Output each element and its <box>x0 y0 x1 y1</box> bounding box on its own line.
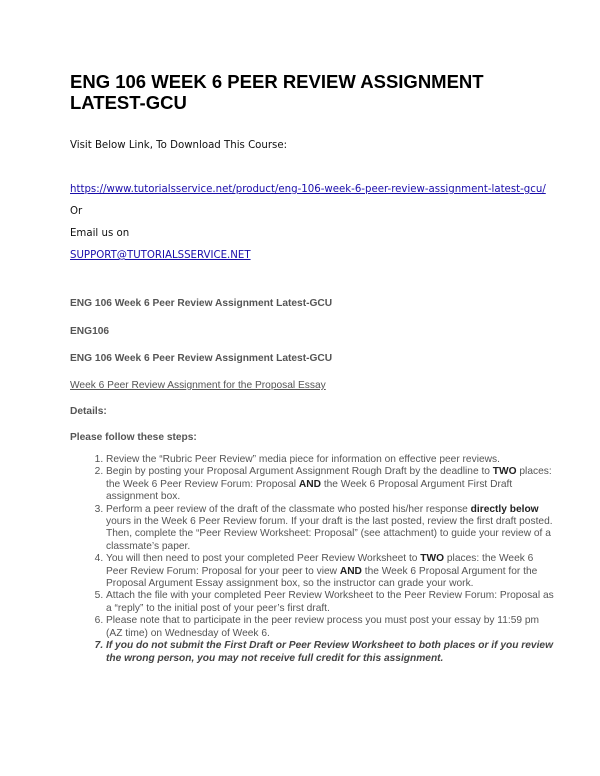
step-item: 6. Please note that to participate in the peer review process you must post your essay by 11:59 pm (AZ time) on Wednesday of Week 6. <box>106 615 556 640</box>
visit-text: Visit Below Link, To Download This Course: <box>70 140 288 151</box>
step-item: 1. Review the “Rubric Peer Review” media piece for information on effective peer reviews. <box>106 454 556 466</box>
steps-list <box>70 454 556 665</box>
heading-2: ENG 106 Week 6 Peer Review Assignment Latest-GCU <box>70 353 333 364</box>
step-item: 5. Attach the file with your completed Peer Review Worksheet to the Peer Review Forum: Proposal as a “reply” to the initial post of your peer’s first draft. <box>106 590 556 615</box>
step-item: 7. If you do not submit the First Draft or Peer Review Worksheet to both places or if you review the wrong person, you may not receive full credit for this assignment. <box>106 640 556 665</box>
or-text: Or <box>70 206 83 217</box>
steps-label: Please follow these steps: <box>70 432 197 443</box>
details-label: Details: <box>70 406 107 417</box>
page-title: ENG 106 WEEK 6 PEER REVIEW ASSIGNMENT LATEST-GCU <box>70 71 484 113</box>
step-item: 2. Begin by posting your Proposal Argument Assignment Rough Draft by the deadline to TWO places: the Week 6 Peer Review Forum: Proposal AND the Week 6 Proposal Argument First Draft assignment box. <box>106 466 556 503</box>
support-email-link[interactable]: SUPPORT@TUTORIALSSERVICE.NET <box>70 250 251 261</box>
assignment-link[interactable]: Week 6 Peer Review Assignment for the Proposal Essay <box>70 380 326 391</box>
email-text: Email us on <box>70 228 130 239</box>
heading-1: ENG 106 Week 6 Peer Review Assignment Latest-GCU <box>70 298 333 309</box>
course-link[interactable]: https://www.tutorialsservice.net/product/eng-106-week-6-peer-review-assignment-latest-gcu/ <box>70 184 546 195</box>
step-item: 3. Perform a peer review of the draft of the classmate who posted his/her response directly below yours in the Week 6 Peer Review forum. If your draft is the last posted, review the first draft posted. Then, complete the “Peer Review Worksheet: Proposal” (see attachment) to guide your review of a classmate’s paper. <box>106 504 556 554</box>
step-item: 4. You will then need to post your completed Peer Review Worksheet to TWO places: the Week 6 Peer Review Forum: Proposal for your peer to view AND the Week 6 Proposal Argument for the Proposal Argument Essay assignment box, so the instructor can grade your work. <box>106 553 556 590</box>
course-code: ENG106 <box>70 326 110 337</box>
